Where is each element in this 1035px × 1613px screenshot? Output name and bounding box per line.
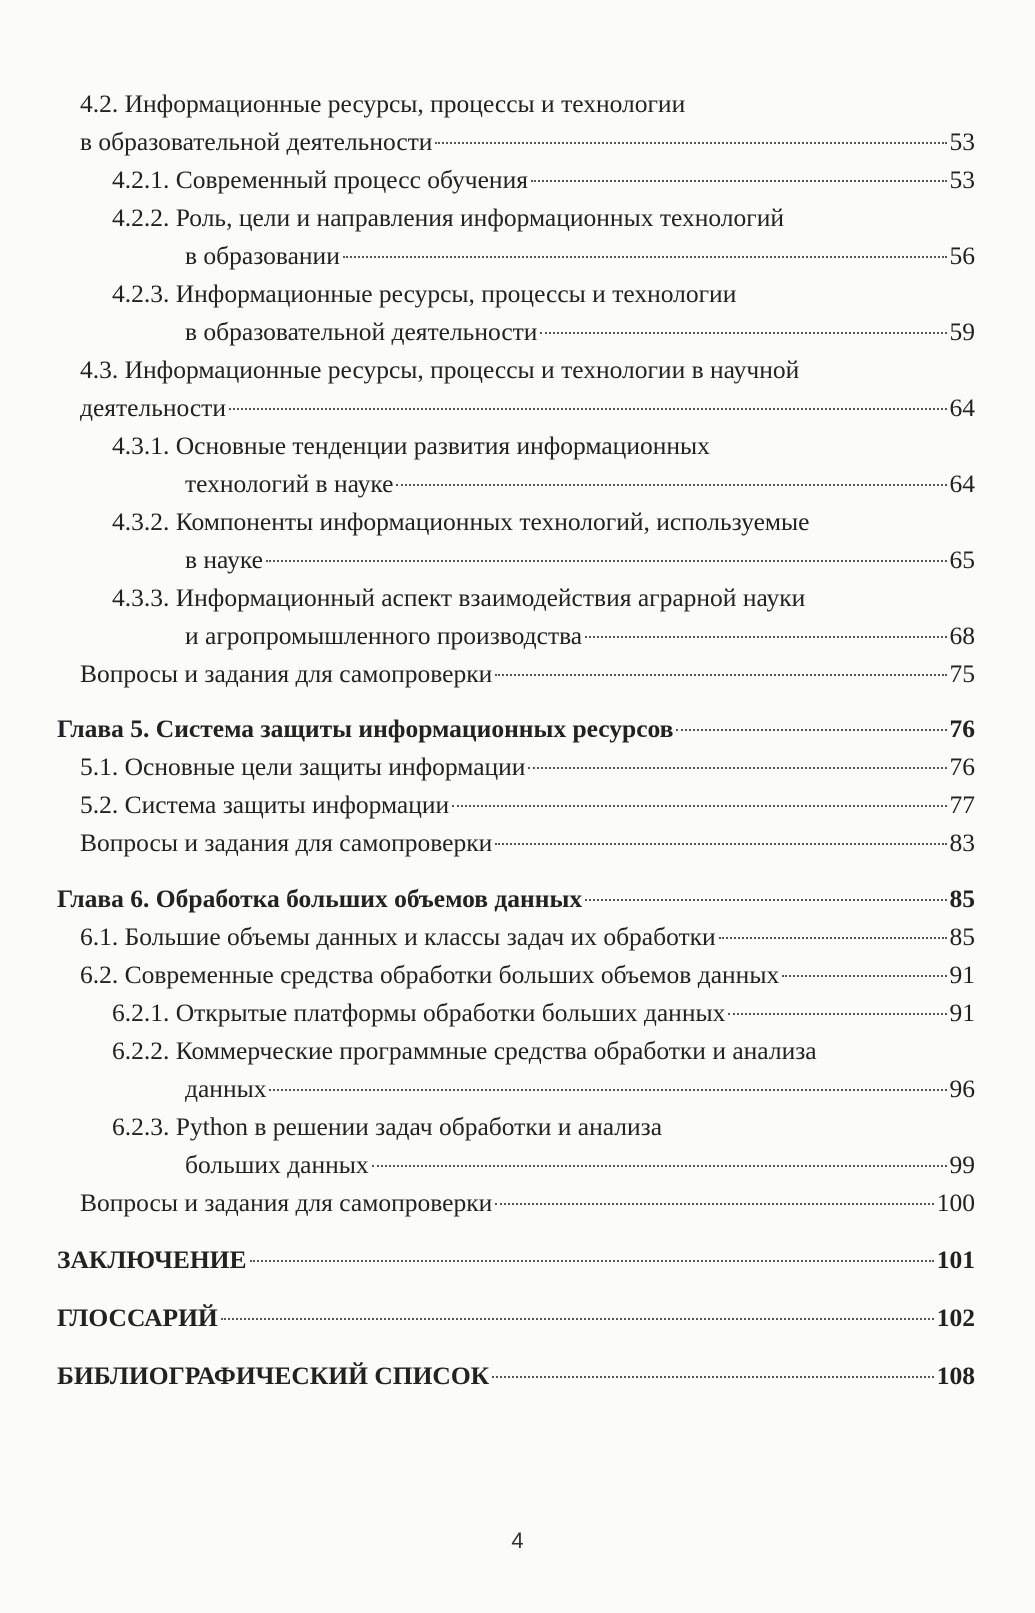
dot-leader	[435, 141, 946, 144]
toc-entry-title: Глава 6. Обработка больших объемов данных	[57, 884, 583, 913]
toc-entry-page: 64	[949, 469, 975, 498]
dot-leader	[266, 559, 947, 562]
toc-entry-title: больших данных	[185, 1150, 369, 1179]
toc-entry-title: в науке	[185, 545, 263, 574]
dot-leader	[495, 1202, 934, 1205]
toc-entry	[80, 918, 975, 956]
toc-entry	[80, 1184, 975, 1222]
toc-entry-title: и агропромышленного производства	[185, 621, 583, 650]
dot-leader	[452, 804, 946, 807]
toc-entry-title: Вопросы и задания для самопроверки	[80, 828, 493, 857]
page-number: 4	[511, 1528, 524, 1553]
toc-entry	[112, 1032, 975, 1070]
toc-entry-page: 91	[949, 960, 975, 989]
toc-entry	[80, 786, 975, 824]
toc-entry	[185, 1146, 975, 1184]
toc-entry-title: в образовании	[185, 241, 340, 270]
toc-entry	[185, 237, 975, 275]
toc-entry-page: 91	[949, 998, 975, 1027]
toc-entry	[80, 351, 975, 389]
toc-entry-title: 4.3.2. Компоненты информационных технологий, используемые	[112, 507, 810, 536]
toc-entry-page: 65	[949, 545, 975, 574]
dot-leader	[585, 635, 946, 638]
toc-entry-title: БИБЛИОГРАФИЧЕСКИЙ СПИСОК	[57, 1361, 490, 1390]
toc-entry	[112, 503, 975, 541]
toc-entry	[112, 275, 975, 313]
toc-entry-page: 56	[949, 241, 975, 270]
toc-entry-page: 68	[949, 621, 975, 650]
toc-entry-title: 4.3. Информационные ресурсы, процессы и технологии в научной	[80, 355, 800, 384]
dot-leader	[221, 1317, 934, 1320]
toc-entry-title: деятельности	[80, 393, 226, 422]
toc-entry-title: Вопросы и задания для самопроверки	[80, 659, 493, 688]
toc-entry-page: 100	[936, 1188, 975, 1217]
toc-entry-page: 101	[936, 1245, 975, 1274]
toc-entry	[112, 161, 975, 199]
toc-entry-page: 75	[949, 659, 975, 688]
toc-chapter	[57, 1357, 975, 1395]
toc-entry	[80, 748, 975, 786]
toc-entry-page: 53	[949, 127, 975, 156]
toc-entry	[112, 427, 975, 465]
toc-entry-page: 53	[949, 165, 975, 194]
toc-entry	[112, 579, 975, 617]
toc-entry-title: ГЛОССАРИЙ	[57, 1303, 218, 1332]
dot-leader	[250, 1259, 934, 1262]
toc-entry-page: 76	[949, 752, 975, 781]
toc-entry	[80, 824, 975, 862]
toc-entry-page: 85	[949, 922, 975, 951]
toc-entry-title: Глава 5. Система защиты информационных ресурсов	[57, 714, 674, 743]
dot-leader	[540, 331, 946, 334]
toc-entry-title: 4.2.3. Информационные ресурсы, процессы и технологии	[112, 279, 737, 308]
toc-entry	[185, 465, 975, 503]
dot-leader	[229, 407, 947, 410]
toc-entry-page: 99	[949, 1150, 975, 1179]
dot-leader	[728, 1012, 946, 1015]
toc-entry	[80, 123, 975, 161]
dot-leader	[396, 483, 946, 486]
toc-entry-page: 85	[949, 884, 975, 913]
toc-entry-title: 5.1. Основные цели защиты информации	[80, 752, 526, 781]
toc-entry	[185, 1070, 975, 1108]
toc-entry-title: Вопросы и задания для самопроверки	[80, 1188, 493, 1217]
toc-entry-page: 76	[949, 714, 975, 743]
toc-entry	[185, 541, 975, 579]
toc-entry-title: 6.2.3. Python в решении задач обработки и анализа	[112, 1112, 663, 1141]
toc-entry	[112, 1108, 975, 1146]
toc-entry-page: 64	[949, 393, 975, 422]
dot-leader	[495, 842, 946, 845]
toc-entry-title: в образовательной деятельности	[185, 317, 538, 346]
toc-entry-page: 102	[936, 1303, 975, 1332]
dot-leader	[495, 673, 946, 676]
toc-chapter	[57, 710, 975, 748]
toc-entry	[185, 313, 975, 351]
toc-entry	[185, 617, 975, 655]
toc-entry	[80, 389, 975, 427]
toc-chapter	[57, 1241, 975, 1279]
dot-leader	[585, 898, 946, 901]
toc-entry	[80, 85, 975, 123]
dot-leader	[676, 728, 946, 731]
toc-entry-title: 4.2. Информационные ресурсы, процессы и технологии	[80, 89, 686, 118]
dot-leader	[719, 936, 947, 939]
toc-entry-page: 96	[949, 1074, 975, 1103]
toc-entry-title: 6.2.1. Открытые платформы обработки больших данных	[112, 998, 726, 1027]
dot-leader	[492, 1375, 934, 1378]
toc-entry	[112, 994, 975, 1032]
toc-entry-title: 4.3.3. Информационный аспект взаимодействия аграрной науки	[112, 583, 806, 612]
toc-entry-title: данных	[185, 1074, 267, 1103]
toc-entry-page: 108	[936, 1361, 975, 1390]
dot-leader	[531, 179, 947, 182]
dot-leader	[269, 1088, 946, 1091]
toc-entry-title: 4.2.1. Современный процесс обучения	[112, 165, 528, 194]
toc-entry-title: 6.2. Современные средства обработки больших объемов данных	[80, 960, 780, 989]
toc-entry-title: ЗАКЛЮЧЕНИЕ	[57, 1245, 247, 1274]
toc-chapter	[57, 1299, 975, 1337]
toc-entry	[112, 199, 975, 237]
toc-entry-title: 6.2.2. Коммерческие программные средства обработки и анализа	[112, 1036, 817, 1065]
toc-entry-page: 83	[949, 828, 975, 857]
dot-leader	[528, 766, 946, 769]
toc-entry	[80, 655, 975, 693]
toc-entry-title: в образовательной деятельности	[80, 127, 433, 156]
toc-entry-title: 6.1. Большие объемы данных и классы задач их обработки	[80, 922, 716, 951]
toc-entry-title: 4.2.2. Роль, цели и направления информационных технологий	[112, 203, 785, 232]
dot-leader	[343, 255, 947, 258]
toc-entry-title: технологий в науке	[185, 469, 394, 498]
toc-entry	[80, 956, 975, 994]
dot-leader	[372, 1164, 947, 1167]
toc-chapter	[57, 880, 975, 918]
toc-entry-page: 59	[949, 317, 975, 346]
dot-leader	[782, 974, 946, 977]
toc-entry-page: 77	[949, 790, 975, 819]
toc-entry-title: 4.3.1. Основные тенденции развития информационных	[112, 431, 710, 460]
toc-entry-title: 5.2. Система защиты информации	[80, 790, 450, 819]
